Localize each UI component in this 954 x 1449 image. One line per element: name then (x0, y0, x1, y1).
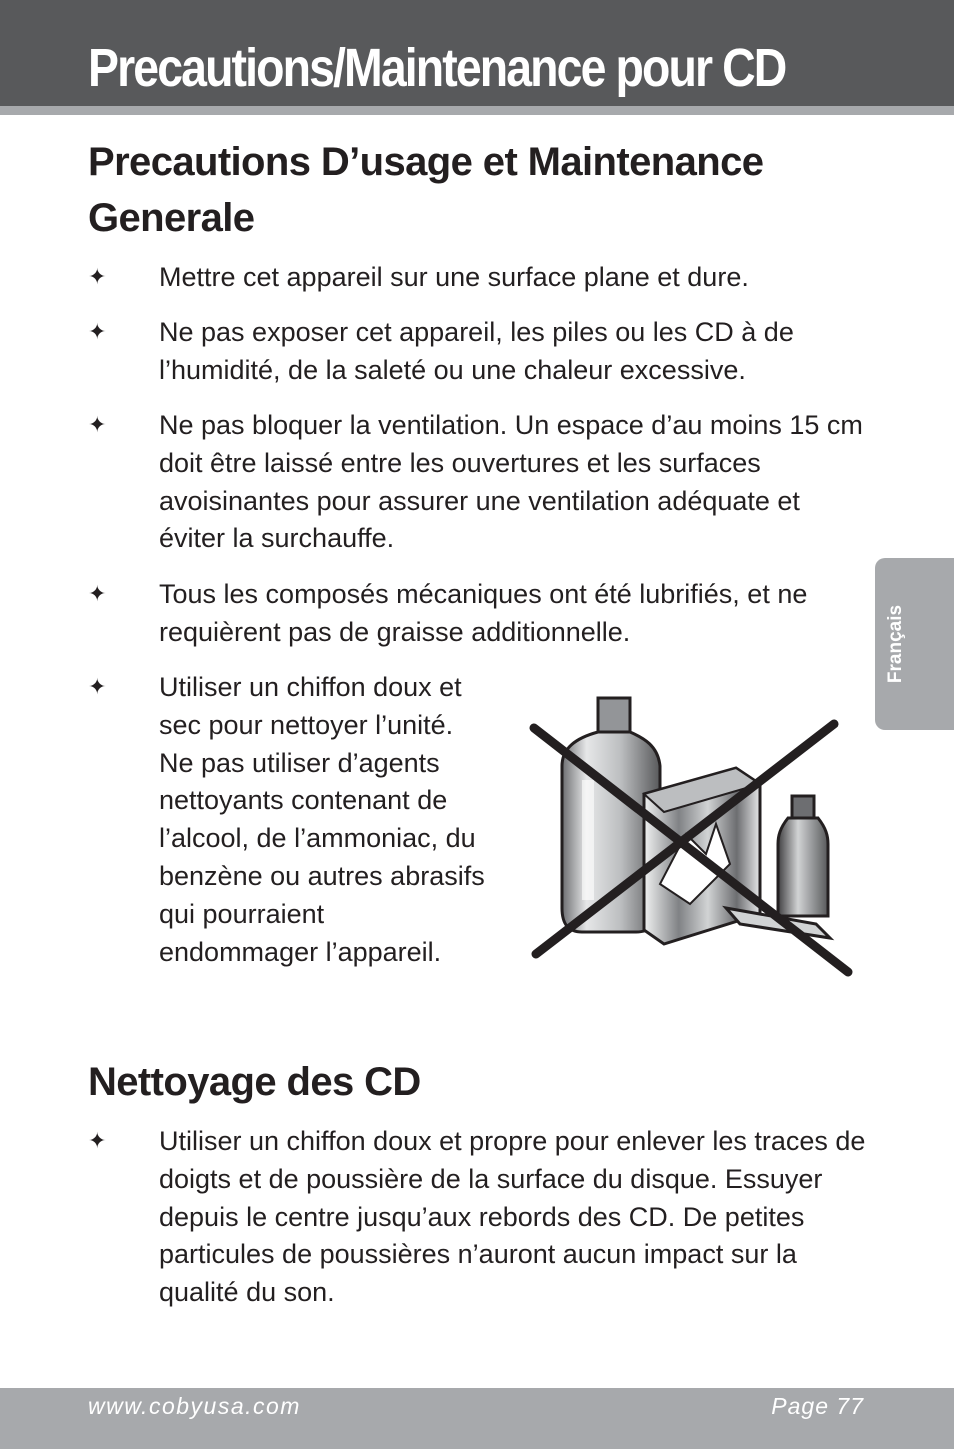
list-item-text: Ne pas exposer cet appareil, les piles ou les CD à de l’humidité, de la saleté ou une chaleur excessive. (159, 317, 794, 385)
no-cleaning-products-icon (526, 694, 856, 980)
list-item-text: Utiliser un chiffon doux et propre pour enlever les traces de doigts et de poussière de la surface du disque. Essuyer depuis le centre jusqu’aux rebords des CD. De petites particules de poussières n’auront aucun impact sur la qualité du son. (159, 1126, 866, 1308)
bullet-star-icon: ✦ (88, 1129, 107, 1154)
bullet-star-icon: ✦ (88, 265, 107, 290)
list-item (88, 1123, 868, 1312)
language-tab-label: Français (885, 604, 906, 684)
list-item-text: Utiliser un chiffon doux et sec pour nettoyer l’unité. Ne pas utiliser d’agents nettoyants contenant de l’alcool, de l’ammoniac, du benzène ou autres abrasifs qui pourraient endommager l’appareil. (159, 672, 485, 967)
page-number: Page 77 (771, 1393, 864, 1419)
list-item-text: Mettre cet appareil sur une surface plane et dure. (159, 262, 749, 292)
list-item-text: Ne pas bloquer la ventilation. Un espace d’au moins 15 cm doit être laissé entre les ouvertures et les surfaces avoisinantes pour assurer une ventilation adéquate et éviter la surchauffe. (159, 410, 863, 554)
list-item (88, 314, 868, 390)
list-item (88, 407, 868, 558)
list-item (88, 259, 868, 297)
list-item (88, 669, 488, 971)
list-item-text: Tous les composés mécaniques ont été lubrifiés, et ne requièrent pas de graisse additionnelle. (159, 579, 808, 647)
footer-url: www.cobyusa.com (88, 1393, 301, 1419)
list-item (88, 576, 868, 652)
section-heading-cd-cleaning: Nettoyage des CD (88, 1060, 421, 1104)
bullet-star-icon: ✦ (88, 582, 107, 607)
bullet-star-icon: ✦ (88, 675, 107, 700)
bullet-star-icon: ✦ (88, 320, 107, 345)
bullet-star-icon: ✦ (88, 413, 107, 438)
page-title: Precautions/Maintenance pour CD (88, 38, 786, 98)
section-heading-general-maintenance: Precautions D’usage et Maintenance Generale (88, 140, 764, 240)
